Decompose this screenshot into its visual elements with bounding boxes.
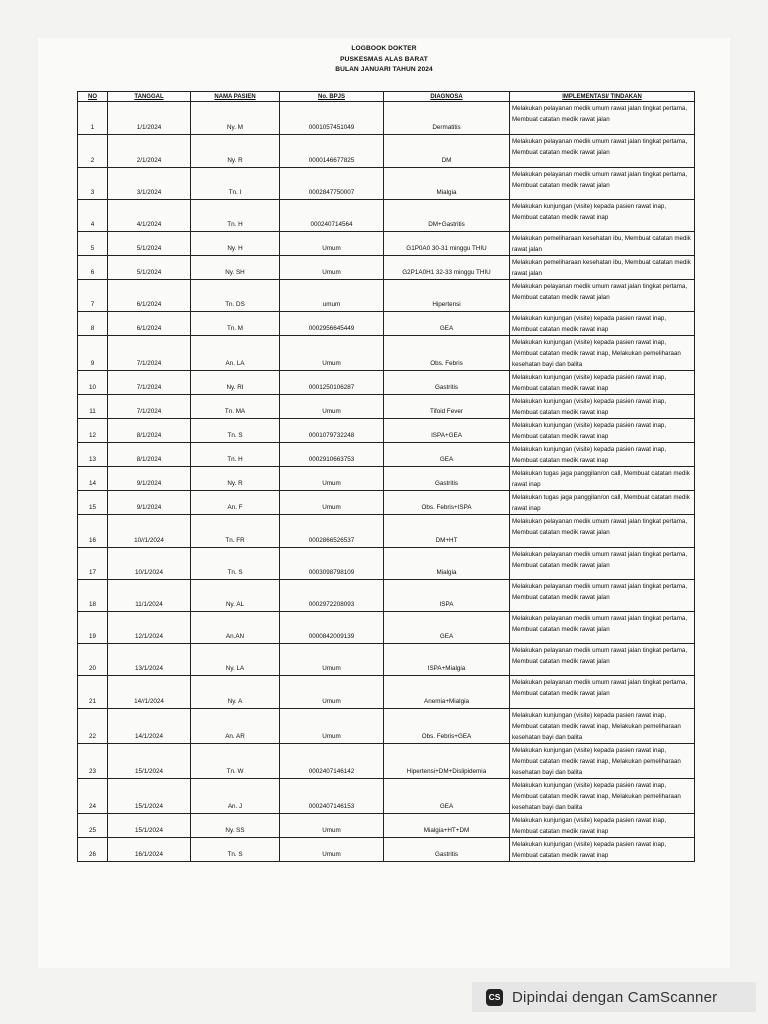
table-row (78, 102, 695, 135)
row-patient-name: Tn. H (191, 200, 280, 232)
row-date: 6/1/2024 (108, 312, 191, 336)
row-patient-name: Tn. S (191, 419, 280, 443)
row-patient-name: Tn. FR (191, 515, 280, 548)
row-action: Melakukan kunjungan (visite) kepada pasien rawat inap, Membuat catatan medik rawat inap (510, 443, 695, 467)
row-number: 3 (78, 168, 108, 200)
row-diagnosis: ISPA+Mialgia (384, 644, 510, 676)
row-date: 8/1/2024 (108, 419, 191, 443)
row-patient-name: Tn. H (191, 443, 280, 467)
row-action: Melakukan kunjungan (visite) kepada pasien rawat inap, Membuat catatan medik rawat inap (510, 395, 695, 419)
row-patient-name: Tn. W (191, 744, 280, 779)
row-action: Melakukan pelayanan medik umum rawat jalan tingkat pertama, Membuat catatan medik rawat jalan (510, 548, 695, 580)
row-diagnosis: GEA (384, 779, 510, 814)
row-diagnosis: Hipertensi+DM+Dislipidemia (384, 744, 510, 779)
row-date: 7/1/2024 (108, 395, 191, 419)
table-body (78, 102, 695, 862)
row-date: 2/1/2024 (108, 135, 191, 168)
row-diagnosis: Obs. Febris (384, 336, 510, 371)
header-period: BULAN JANUARI TAHUN 2024 (335, 66, 433, 73)
row-diagnosis: Obs. Febris+GEA (384, 709, 510, 744)
row-action: Melakukan kunjungan (visite) kepada pasien rawat inap, Membuat catatan medik rawat inap, Melakukan pemeliharaan kesehatan bayi dan balita (510, 744, 695, 779)
row-patient-name: Ny. SS (191, 814, 280, 838)
row-date: 5/1/2024 (108, 232, 191, 256)
row-number: 4 (78, 200, 108, 232)
row-diagnosis: Mialgia (384, 168, 510, 200)
table-row (78, 779, 695, 814)
row-patient-name: An. AR (191, 709, 280, 744)
row-patient-name: Ny. R (191, 467, 280, 491)
row-patient-name: Tn. M (191, 312, 280, 336)
row-diagnosis: Gastritis (384, 838, 510, 862)
row-date: 7/1/2024 (108, 371, 191, 395)
row-number: 10 (78, 371, 108, 395)
row-patient-name: An.AN (191, 612, 280, 644)
row-diagnosis: ISPA (384, 580, 510, 612)
table-row (78, 467, 695, 491)
row-bpjs-number: Umum (280, 395, 384, 419)
row-number: 15 (78, 491, 108, 515)
row-action: Melakukan pelayanan medik umum rawat jalan tingkat pertama, Membuat catatan medik rawat jalan (510, 515, 695, 548)
row-number: 24 (78, 779, 108, 814)
row-bpjs-number: 0003098798109 (280, 548, 384, 580)
table-row (78, 676, 695, 709)
row-number: 25 (78, 814, 108, 838)
row-date: 9/1/2024 (108, 491, 191, 515)
row-diagnosis: DM (384, 135, 510, 168)
camscanner-watermark (472, 982, 756, 1012)
row-action: Melakukan kunjungan (visite) kepada pasien rawat inap, Membuat catatan medik rawat inap (510, 312, 695, 336)
row-date: 14//1/2024 (108, 676, 191, 709)
row-number: 17 (78, 548, 108, 580)
row-date: 10//1/2024 (108, 515, 191, 548)
row-patient-name: Tn. MA (191, 395, 280, 419)
table-row (78, 371, 695, 395)
row-number: 6 (78, 256, 108, 280)
row-action: Melakukan tugas jaga panggilan/on call, Membuat catatan medik rawat inap (510, 467, 695, 491)
row-date: 5/1/2024 (108, 256, 191, 280)
row-action: Melakukan tugas jaga panggilan/on call, Membuat catatan medik rawat inap (510, 491, 695, 515)
row-date: 16/1/2024 (108, 838, 191, 862)
column-header-no: NO (78, 92, 108, 102)
row-patient-name: An. J (191, 779, 280, 814)
column-header-diagnosa: DIAGNOSA (384, 92, 510, 102)
row-patient-name: An. LA (191, 336, 280, 371)
row-diagnosis: Dermatitis (384, 102, 510, 135)
row-diagnosis: Obs. Febris+ISPA (384, 491, 510, 515)
row-action: Melakukan pelayanan medik umum rawat jalan tingkat pertama, Membuat catatan medik rawat jalan (510, 612, 695, 644)
row-diagnosis: Gastritis (384, 371, 510, 395)
row-diagnosis: Hipertensi (384, 280, 510, 312)
row-action: Melakukan kunjungan (visite) kepada pasien rawat inap, Membuat catatan medik rawat inap, Melakukan pemeliharaan kesehatan bayi dan balita (510, 336, 695, 371)
row-number: 7 (78, 280, 108, 312)
table-row (78, 168, 695, 200)
row-patient-name: Ny. A (191, 676, 280, 709)
column-header-nama-pasien: NAMA PASIEN (191, 92, 280, 102)
table-row (78, 548, 695, 580)
row-bpjs-number: 0002847750007 (280, 168, 384, 200)
row-bpjs-number: Umum (280, 644, 384, 676)
row-patient-name: Ny. R (191, 135, 280, 168)
row-bpjs-number: Umum (280, 709, 384, 744)
row-date: 11/1/2024 (108, 580, 191, 612)
row-diagnosis: Gastritis (384, 467, 510, 491)
row-patient-name: Tn. DS (191, 280, 280, 312)
row-bpjs-number: Umum (280, 676, 384, 709)
table-row (78, 580, 695, 612)
row-bpjs-number: 0002972208093 (280, 580, 384, 612)
column-header-no-bpjs: No. BPJS (280, 92, 384, 102)
row-number: 2 (78, 135, 108, 168)
row-action: Melakukan pelayanan medik umum rawat jalan tingkat pertama, Membuat catatan medik rawat jalan (510, 644, 695, 676)
row-action: Melakukan kunjungan (visite) kepada pasien rawat inap, Membuat catatan medik rawat inap, Melakukan pemeliharaan kesehatan bayi dan balita (510, 709, 695, 744)
row-date: 15/1/2024 (108, 779, 191, 814)
row-action: Melakukan kunjungan (visite) kepada pasien rawat inap, Membuat catatan medik rawat inap, Melakukan pemeliharaan kesehatan bayi dan balita (510, 779, 695, 814)
row-action: Melakukan kunjungan (visite) kepada pasien rawat inap, Membuat catatan medik rawat inap (510, 838, 695, 862)
row-bpjs-number: 0002956645449 (280, 312, 384, 336)
table-row (78, 644, 695, 676)
row-action: Melakukan kunjungan (visite) kepada pasien rawat inap, Membuat catatan medik rawat inap (510, 814, 695, 838)
row-bpjs-number: 0002866526537 (280, 515, 384, 548)
row-date: 3/1/2024 (108, 168, 191, 200)
row-bpjs-number: umum (280, 280, 384, 312)
row-bpjs-number: Umum (280, 838, 384, 862)
row-number: 23 (78, 744, 108, 779)
column-header-tanggal: TANGGAL (108, 92, 191, 102)
row-diagnosis: GEA (384, 443, 510, 467)
row-patient-name: Ny. M (191, 102, 280, 135)
row-bpjs-number: 000240714564 (280, 200, 384, 232)
row-bpjs-number: 0002910663753 (280, 443, 384, 467)
row-bpjs-number: Umum (280, 336, 384, 371)
row-action: Melakukan pemeliharaan kesehatan ibu, Membuat catatan medik rawat jalan (510, 256, 695, 280)
row-date: 1/1/2024 (108, 102, 191, 135)
row-number: 11 (78, 395, 108, 419)
row-date: 7/1/2024 (108, 336, 191, 371)
row-number: 8 (78, 312, 108, 336)
row-bpjs-number: Umum (280, 467, 384, 491)
row-number: 20 (78, 644, 108, 676)
row-action: Melakukan pemeliharaan kesehatan ibu, Membuat catatan medik rawat jalan (510, 232, 695, 256)
row-bpjs-number: 0001250106287 (280, 371, 384, 395)
row-date: 15/1/2024 (108, 814, 191, 838)
table-row (78, 135, 695, 168)
table-row (78, 256, 695, 280)
row-date: 15/1/2024 (108, 744, 191, 779)
column-header-implementasi: IMPLEMENTASI/ TINDAKAN (510, 92, 695, 102)
row-bpjs-number: 0001057451049 (280, 102, 384, 135)
row-action: Melakukan kunjungan (visite) kepada pasien rawat inap, Membuat catatan medik rawat inap (510, 371, 695, 395)
table-row (78, 200, 695, 232)
row-diagnosis: GEA (384, 612, 510, 644)
row-diagnosis: Anemia+Mialgia (384, 676, 510, 709)
table-row (78, 744, 695, 779)
row-number: 5 (78, 232, 108, 256)
row-bpjs-number: 0002407146142 (280, 744, 384, 779)
row-number: 9 (78, 336, 108, 371)
table-row (78, 838, 695, 862)
row-bpjs-number: 0002407146153 (280, 779, 384, 814)
row-bpjs-number: Umum (280, 491, 384, 515)
row-number: 14 (78, 467, 108, 491)
row-patient-name: Ny. SH (191, 256, 280, 280)
table-row (78, 814, 695, 838)
row-patient-name: Tn. I (191, 168, 280, 200)
row-action: Melakukan pelayanan medik umum rawat jalan tingkat pertama, Membuat catatan medik rawat jalan (510, 102, 695, 135)
row-action: Melakukan pelayanan medik umum rawat jalan tingkat pertama, Membuat catatan medik rawat jalan (510, 580, 695, 612)
camscanner-text: Dipindai dengan CamScanner (512, 988, 718, 1006)
table-row (78, 443, 695, 467)
table-row (78, 312, 695, 336)
row-diagnosis: Mialgia+HT+DM (384, 814, 510, 838)
row-date: 6/1/2024 (108, 280, 191, 312)
row-number: 18 (78, 580, 108, 612)
row-number: 16 (78, 515, 108, 548)
row-action: Melakukan pelayanan medik umum rawat jalan tingkat pertama, Membuat catatan medik rawat jalan (510, 135, 695, 168)
camscanner-logo-icon: CS (486, 989, 503, 1006)
header-institution: PUSKESMAS ALAS BARAT (340, 55, 428, 63)
row-date: 13/1/2024 (108, 644, 191, 676)
row-patient-name: An. F (191, 491, 280, 515)
table-header-row (78, 92, 695, 102)
table-row (78, 612, 695, 644)
row-patient-name: Ny. H (191, 232, 280, 256)
row-date: 4/1/2024 (108, 200, 191, 232)
table-row (78, 491, 695, 515)
table-row (78, 395, 695, 419)
row-diagnosis: ISPA+GEA (384, 419, 510, 443)
row-action: Melakukan pelayanan medik umum rawat jalan tingkat pertama, Membuat catatan medik rawat jalan (510, 168, 695, 200)
table-row (78, 280, 695, 312)
row-date: 8/1/2024 (108, 443, 191, 467)
row-action: Melakukan kunjungan (visite) kepada pasien rawat inap, Membuat catatan medik rawat inap (510, 419, 695, 443)
row-action: Melakukan kunjungan (visite) kepada pasien rawat inap, Membuat catatan medik rawat inap (510, 200, 695, 232)
row-diagnosis: Tifoid Fever (384, 395, 510, 419)
row-bpjs-number: 0000146677825 (280, 135, 384, 168)
row-date: 12/1/2024 (108, 612, 191, 644)
row-bpjs-number: Umum (280, 232, 384, 256)
row-date: 9/1/2024 (108, 467, 191, 491)
row-diagnosis: DM+HT (384, 515, 510, 548)
row-diagnosis: G1P0A0 30-31 minggu THIU (384, 232, 510, 256)
row-bpjs-number: Umum (280, 256, 384, 280)
row-patient-name: Tn. S (191, 548, 280, 580)
row-diagnosis: GEA (384, 312, 510, 336)
row-number: 22 (78, 709, 108, 744)
table-row (78, 232, 695, 256)
row-number: 1 (78, 102, 108, 135)
row-bpjs-number: Umum (280, 814, 384, 838)
row-number: 12 (78, 419, 108, 443)
row-patient-name: Ny. RI (191, 371, 280, 395)
table-row (78, 336, 695, 371)
table-row (78, 709, 695, 744)
row-action: Melakukan pelayanan medik umum rawat jalan tingkat pertama, Membuat catatan medik rawat jalan (510, 280, 695, 312)
row-patient-name: Ny. AL (191, 580, 280, 612)
row-patient-name: Tn. S (191, 838, 280, 862)
document-header (0, 44, 768, 76)
row-bpjs-number: 0000842009139 (280, 612, 384, 644)
row-patient-name: Ny. LA (191, 644, 280, 676)
logbook-table (77, 91, 695, 862)
table-row (78, 419, 695, 443)
header-title: LOGBOOK DOKTER (351, 45, 417, 52)
row-date: 10/1/2024 (108, 548, 191, 580)
row-number: 26 (78, 838, 108, 862)
row-diagnosis: Mialgia (384, 548, 510, 580)
row-diagnosis: G2P1A0H1 32-33 minggu THIU (384, 256, 510, 280)
row-number: 21 (78, 676, 108, 709)
row-date: 14/1/2024 (108, 709, 191, 744)
row-action: Melakukan pelayanan medik umum rawat jalan tingkat pertama, Membuat catatan medik rawat jalan (510, 676, 695, 709)
table-row (78, 515, 695, 548)
row-number: 19 (78, 612, 108, 644)
row-number: 13 (78, 443, 108, 467)
row-diagnosis: DM+Gastritis (384, 200, 510, 232)
row-bpjs-number: 0001079732248 (280, 419, 384, 443)
